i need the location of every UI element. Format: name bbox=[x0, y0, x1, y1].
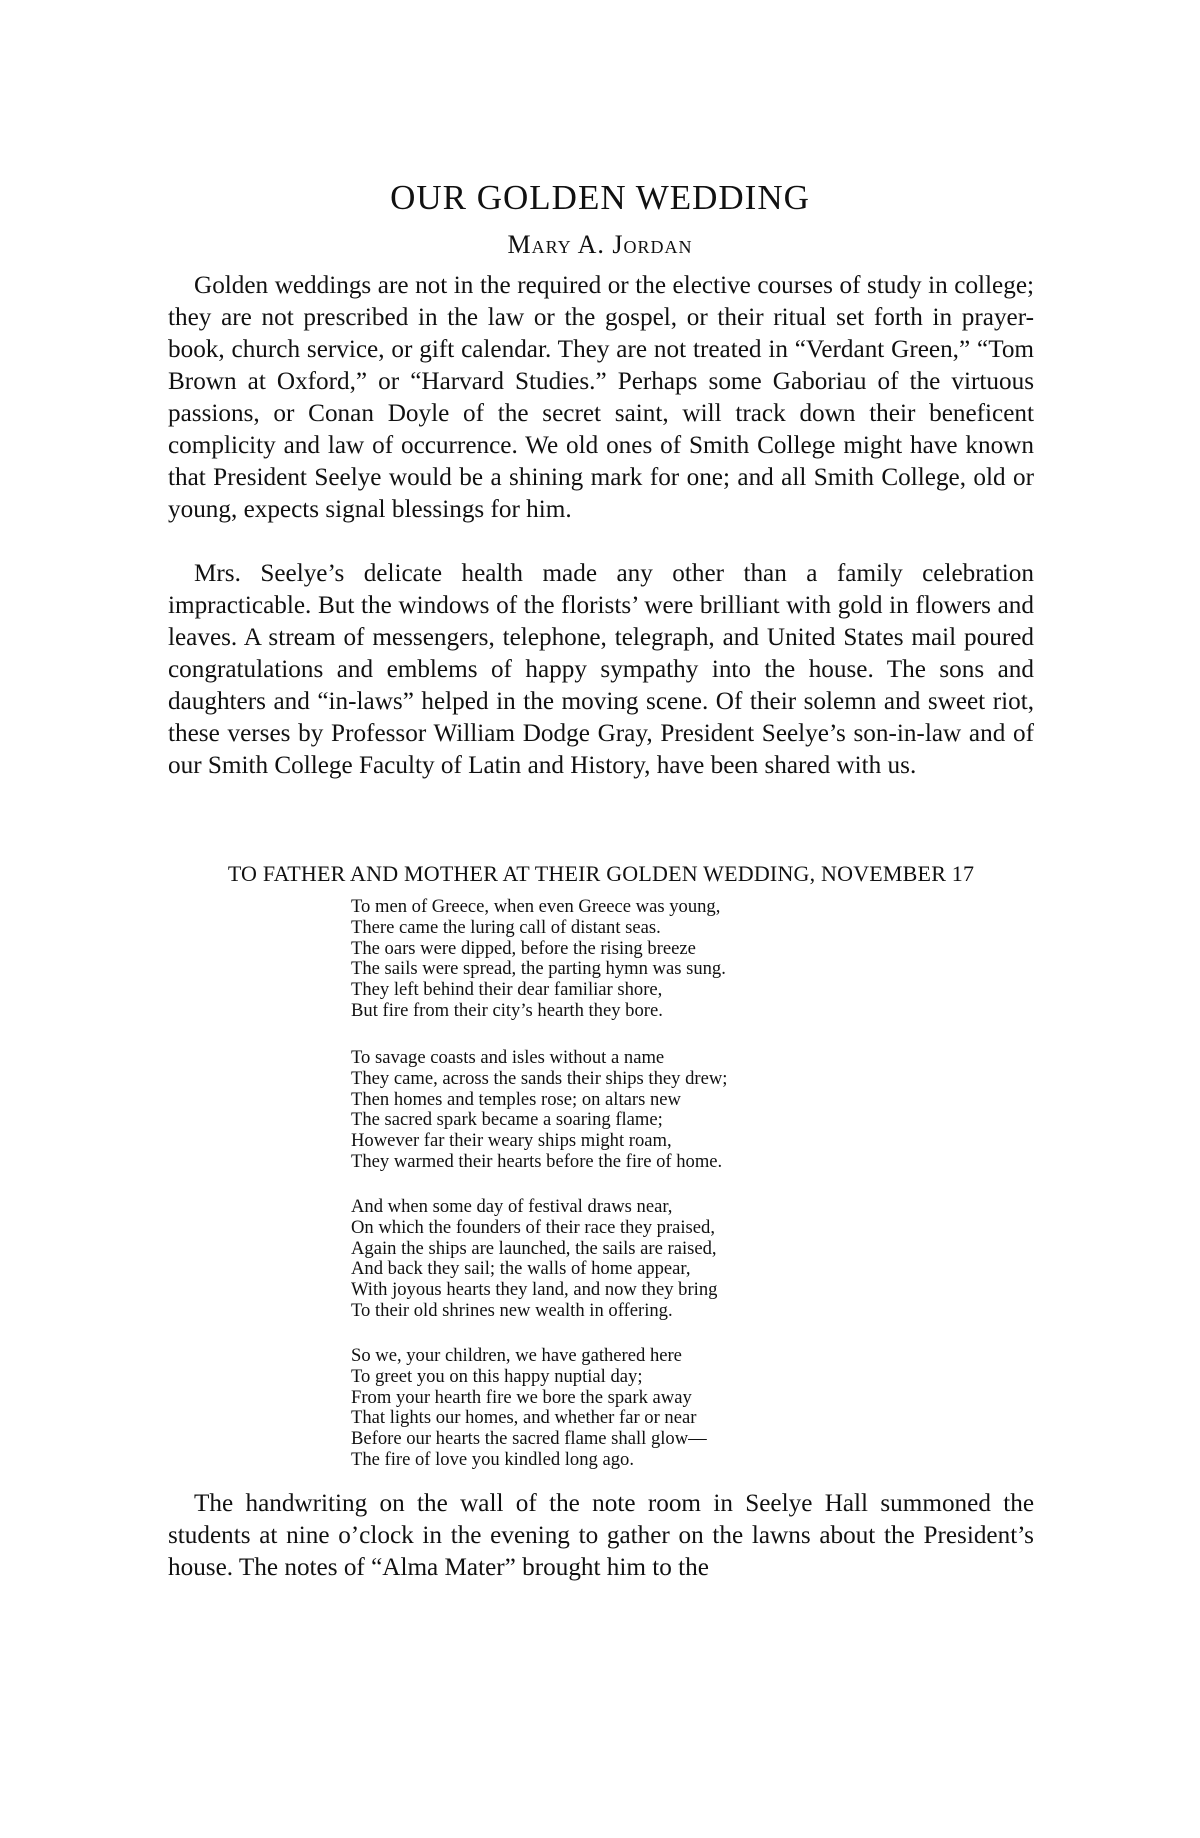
poem-line: That lights our homes, and whether far or near bbox=[351, 1407, 697, 1429]
poem-line: Again the ships are launched, the sails are raised, bbox=[351, 1237, 717, 1259]
poem-line: And back they sail; the walls of home appear, bbox=[351, 1258, 691, 1280]
poem-stanza-3 bbox=[351, 1197, 871, 1322]
poem-stanza-4 bbox=[351, 1346, 871, 1471]
poem-line: On which the founders of their race they praised, bbox=[351, 1216, 715, 1238]
poem-line: They left behind their dear familiar shore, bbox=[351, 979, 663, 1001]
poem-line: They warmed their hearts before the fire of home. bbox=[351, 1150, 723, 1172]
poem-line: But fire from their city’s hearth they bore. bbox=[351, 999, 663, 1021]
article-author: Mary A. Jordan bbox=[507, 230, 693, 259]
poem-stanza-2 bbox=[351, 1048, 871, 1173]
body-paragraph-1: Golden weddings are not in the required or the elective courses of study in college; they are not prescribed in the law or the gospel, or their ritual set forth in prayer-book, church service, or gift calendar. They are not treated in “Verdant Green,” “Tom Brown at Oxford,” or “Harvard Studies.” Perhaps some Gaboriau of the virtuous passions, or Conan Doyle of the secret saint, will track down their beneficent complicity and law of occurrence. We old ones of Smith College might have known that President Seelye would be a shining mark for one; and all Smith College, old or young, expects signal blessings for him. bbox=[168, 272, 1034, 523]
poem-line: To men of Greece, when even Greece was young, bbox=[351, 896, 721, 917]
poem-line: From your hearth fire we bore the spark away bbox=[351, 1386, 692, 1408]
poem-line: To greet you on this happy nuptial day; bbox=[351, 1365, 643, 1387]
body-paragraph-3: The handwriting on the wall of the note room in Seelye Hall summoned the students at nine o’clock in the evening to gather on the lawns about the President’s house. The notes of “Alma Mater” brought him to the bbox=[168, 1490, 1034, 1581]
poem-line: Then homes and temples rose; on altars new bbox=[351, 1088, 681, 1110]
poem-line: They came, across the sands their ships they drew; bbox=[351, 1067, 728, 1089]
article-title: OUR GOLDEN WEDDING bbox=[390, 178, 810, 217]
poem-line: There came the luring call of distant seas. bbox=[351, 916, 661, 938]
poem-line: The oars were dipped, before the rising breeze bbox=[351, 937, 696, 959]
poem-line: With joyous hearts they land, and now they bring bbox=[351, 1279, 718, 1301]
poem-line: To savage coasts and isles without a name bbox=[351, 1047, 665, 1068]
poem-line: The sacred spark became a soaring flame; bbox=[351, 1109, 663, 1131]
poem-title: TO FATHER AND MOTHER AT THEIR GOLDEN WEDDING, NOVEMBER 17 bbox=[227, 861, 975, 886]
poem-line: The sails were spread, the parting hymn was sung. bbox=[351, 958, 726, 980]
poem-line: However far their weary ships might roam, bbox=[351, 1130, 672, 1152]
poem-line: Before our hearts the sacred flame shall glow— bbox=[351, 1428, 707, 1450]
body-paragraph-2: Mrs. Seelye’s delicate health made any other than a family celebration impracticable. But the windows of the florists’ were brilliant with gold in flowers and leaves. A stream of messengers, telephone, telegraph, and United States mail poured congratulations and emblems of happy sympathy into the house. The sons and daughters and “in-laws” helped in the moving scene. Of their solemn and sweet riot, these verses by Professor William Dodge Gray, President Seelye’s son-in-law and of our Smith College Faculty of Latin and History, have been shared with us. bbox=[168, 560, 1034, 779]
poem-line: To their old shrines new wealth in offering. bbox=[351, 1299, 673, 1321]
poem-line: The fire of love you kindled long ago. bbox=[351, 1448, 634, 1470]
poem-stanza-1 bbox=[351, 897, 871, 1022]
poem-line: So we, your children, we have gathered here bbox=[351, 1345, 682, 1366]
poem-line: And when some day of festival draws near, bbox=[351, 1196, 673, 1217]
